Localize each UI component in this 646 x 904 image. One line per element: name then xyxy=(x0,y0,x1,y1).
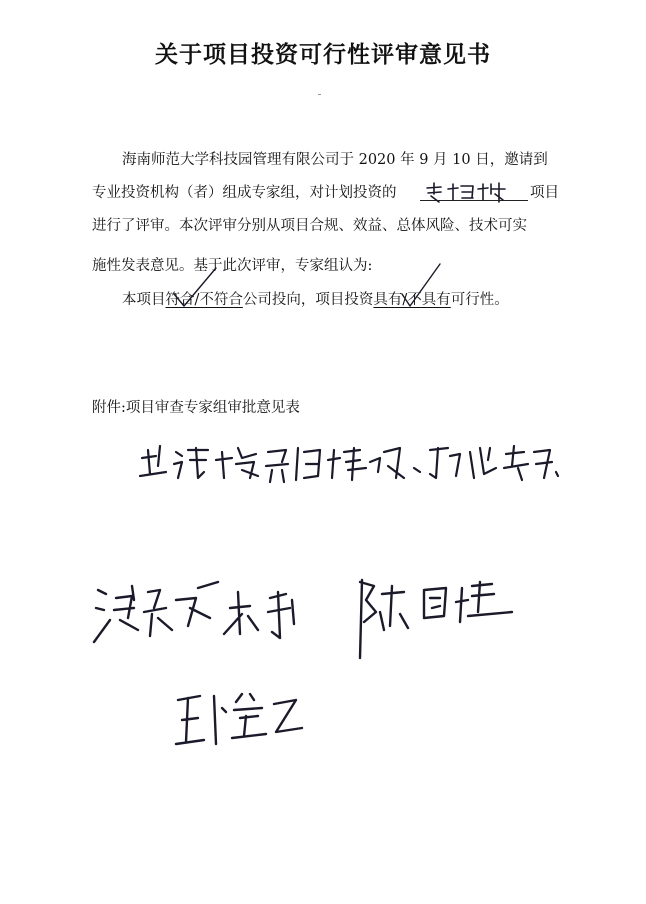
scan-speck xyxy=(318,94,321,95)
signature-1 xyxy=(92,578,222,648)
body-line-3: 进行了评审。本次评审分别从项目合规、效益、总体风险、技术可实 xyxy=(92,218,527,234)
attachment-note: 附件:项目审查专家组审批意见表 xyxy=(92,400,300,416)
handwritten-opinion xyxy=(138,438,558,488)
body-line-2-after: 项目 xyxy=(530,185,559,201)
body-line-4: 施性发表意见。基于此次评审，专家组认为: xyxy=(92,258,373,274)
signature-3 xyxy=(352,572,522,662)
body-line-2 xyxy=(92,181,397,202)
checkmark-icon xyxy=(170,266,220,310)
signature-2 xyxy=(220,584,320,646)
document-title: 关于项目投资可行性评审意见书 xyxy=(155,42,491,68)
body-line-2-before: 专业投资机构（者）组成专家组，对计划投资的 xyxy=(92,185,397,201)
body-line-1: 海南师范大学科技园管理有限公司于 2020 年 9 月 10 日，邀请到 xyxy=(122,152,548,168)
line5-text-c: 可行性。 xyxy=(450,292,509,308)
signature-4 xyxy=(170,686,320,756)
handwritten-project-name xyxy=(425,180,525,204)
compliance-option: 符合/不符合 xyxy=(165,292,243,308)
line5-text-b: 公司投向，项目投资 xyxy=(242,292,374,308)
line5-text-a: 本项目 xyxy=(122,292,166,308)
feasibility-option: 具有/不具有 xyxy=(373,292,451,308)
checkmark-icon xyxy=(400,262,444,310)
